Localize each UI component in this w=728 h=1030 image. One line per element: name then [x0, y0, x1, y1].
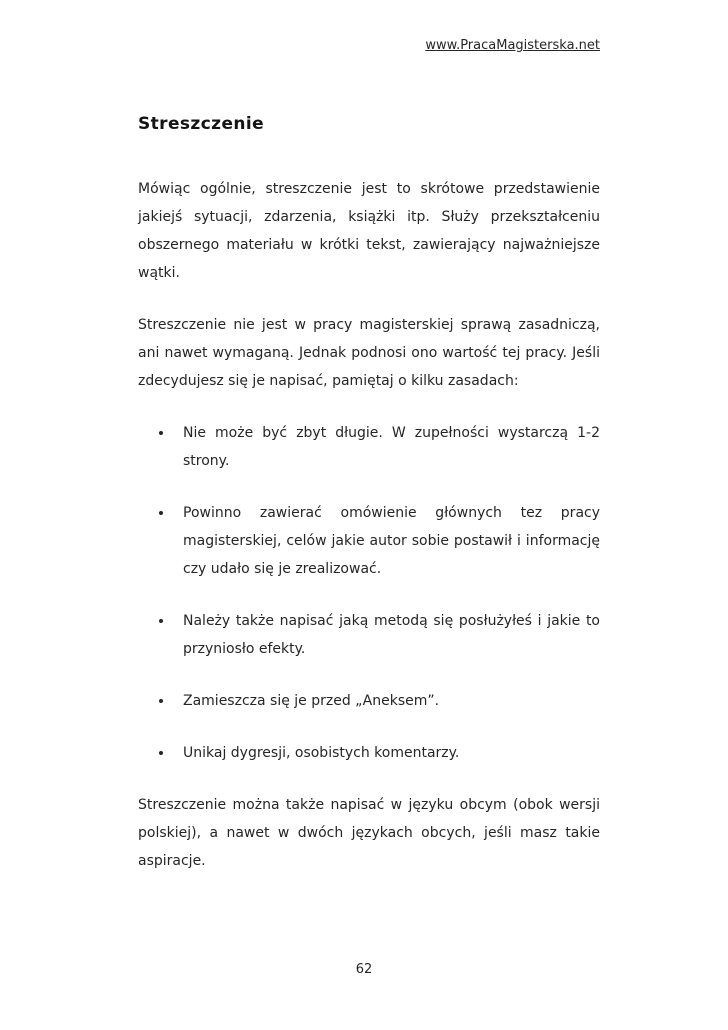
list-item-text: Unikaj dygresji, osobistych komentarzy.	[183, 745, 460, 761]
paragraph-closing: Streszczenie można także napisać w języku obcym (obok wersji polskiej), a nawet w dwóch językach obcych, jeśli masz takie aspiracje.	[138, 797, 600, 869]
page-title: Streszczenie	[138, 114, 265, 134]
list-item-text: Zamieszcza się je przed „Aneksem”.	[183, 693, 440, 709]
bullet-icon	[159, 431, 163, 435]
list-item-text: Nie może być zbyt długie. W zupełności wystarczą 1-2 strony.	[183, 425, 600, 469]
website-link[interactable]: www.PracaMagisterska.net	[425, 38, 600, 53]
page-footer	[0, 962, 728, 977]
paragraph-intro: Mówiąc ogólnie, streszczenie jest to skrótowe przedstawienie jakiejś sytuacji, zdarzenia, książki itp. Służy przekształceniu obszernego materiału w krótki tekst, zawierający najważniejsze wątki.	[138, 181, 600, 281]
list-item	[138, 419, 600, 475]
paragraph-rules-intro: Streszczenie nie jest w pracy magisterskiej sprawą zasadniczą, ani nawet wymaganą. Jednak podnosi ono wartość tej pracy. Jeśli zdecydujesz się je napisać, pamiętaj o kilku zasadach:	[138, 317, 600, 389]
list-item	[138, 499, 600, 583]
page-header	[138, 36, 600, 56]
list-item-text: Powinno zawierać omówienie głównych tez pracy magisterskiej, celów jakie autor sobie postawił i informację czy udało się je zrealizować.	[183, 505, 600, 577]
bullet-list	[138, 419, 600, 767]
bullet-icon	[159, 511, 163, 515]
list-item	[138, 687, 600, 715]
page-number: 62	[355, 962, 373, 977]
list-item-text: Należy także napisać jaką metodą się posłużyłeś i jakie to przyniosło efekty.	[183, 613, 600, 657]
list-item	[138, 739, 600, 767]
list-item	[138, 607, 600, 663]
bullet-icon	[159, 619, 163, 623]
bullet-icon	[159, 699, 163, 703]
bullet-icon	[159, 751, 163, 755]
